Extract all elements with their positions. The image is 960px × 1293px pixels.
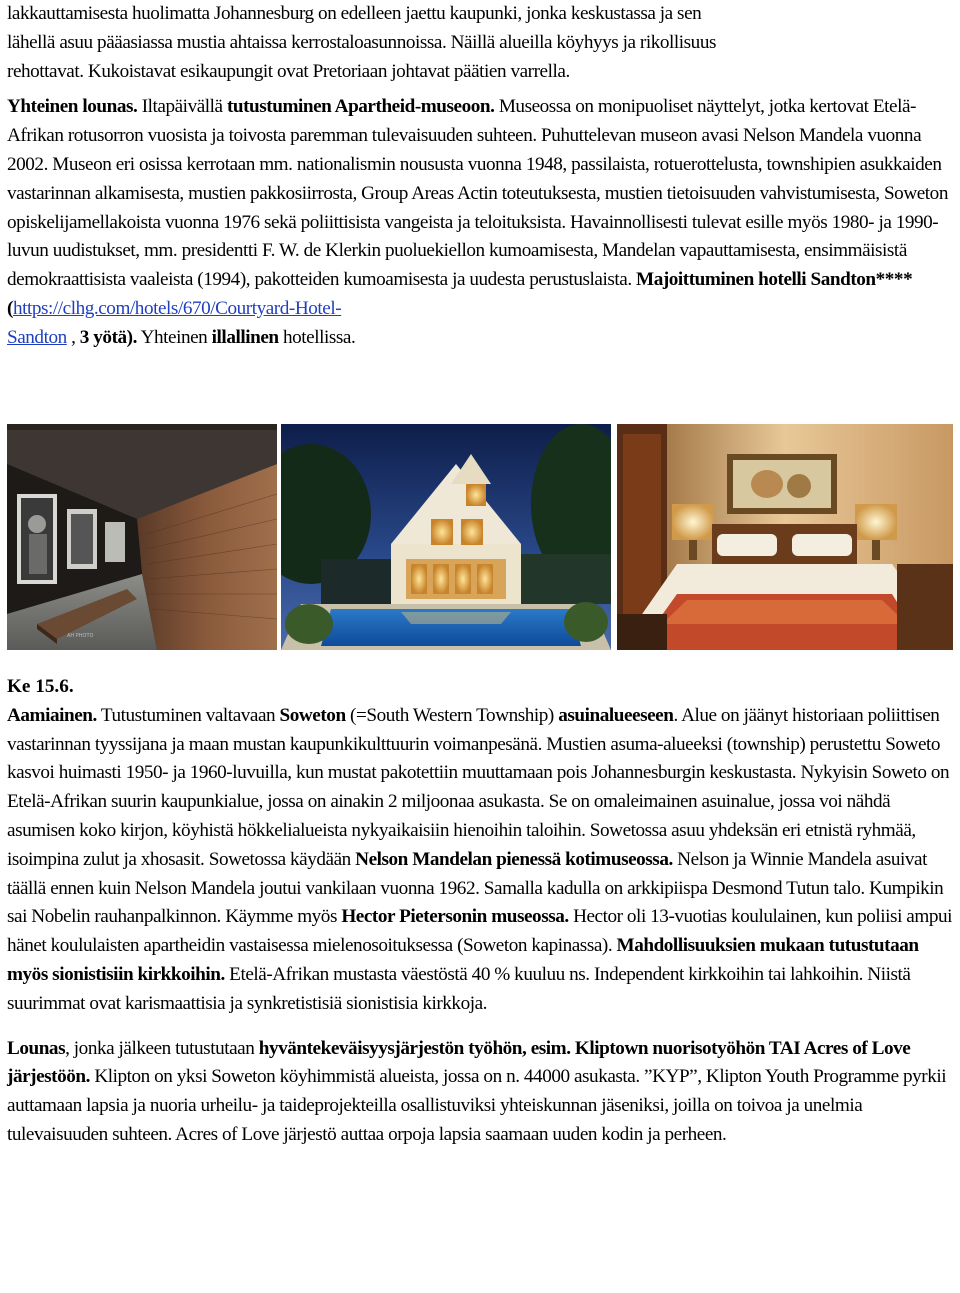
hotel-pool-photo [281, 424, 611, 650]
hotel-label: Majoittuminen hotelli Sandton****( [7, 269, 913, 319]
para-johannesburg-line2: lähellä asuu pääasiassa mustia ahtaissa kerrostaloasunnoissa. Näillä alueilla köyhyys ja rikollisuus [7, 31, 716, 53]
para-charity: Lounas, jonka jälkeen tutustutaan hyväntekeväisyysjärjestön työhön, esim. Kliptown nuorisotyöhön TAI Acres of Love järjestöön. Klipton on yksi Soweton köyhimmistä alueista, jossa on n. 44000 asukasta. ”KYP”, Klipton Youth Programme pyrkii auttamaan lapsia ja nuoria urheilu- ja taideprojekteilla osallistuviksi yhteiskunnan jäseniksi, joilla on toivoa ja unelmia tulevaisuuden suhteen. Acres of Love järjestö auttaa orpoja lapsia saamaan uuden kodin ja perheen. [7, 1037, 947, 1145]
museum-visit-label: tutustuminen Apartheid-museoon. [226, 96, 495, 118]
mandela-house-label: Nelson Mandelan pienessä kotimuseossa. [355, 848, 673, 870]
hotel-link[interactable]: https://clhg.com/hotels/670/Courtyard-Hotel- [12, 297, 342, 319]
itinerary-text-top [7, 0, 955, 353]
day-section [7, 673, 957, 1150]
lunch-label-2: Lounas [7, 1037, 66, 1059]
photo-strip [7, 424, 953, 650]
zionist-churches-label: Mahdollisuuksien mukaan tutustutaan myös sionistisiin kirkkoihin. [7, 935, 919, 985]
day-heading: Ke 15.6. [7, 676, 74, 697]
para-soweto: Aamiainen. Tutustuminen valtavaan Soweton (=South Western Township) asuinalueeseen. Alue on jäänyt historiaan poliittisen vastarinnan tyyssijana ja maan mustan kaupunkikulttuurin voimanpesänä. Mustien asuma-alueeksi (township) perustettu Soweto kasvoi huimasti 1950- ja 1960-luvuilla, kun mustat pakotettiin muuttamaan pois Johannesburgin keskustasta. Nykyisin Soweto on Etelä-Afrikan suurin kaupunkialue, jossa on ainakin 2 miljoonaa asukasta. Se on omaleimainen asuinalue, jossa voi nähdä asumisen koko kirjon, köyhistä hökkelialueista nykyaikaisiin hienoihin taloihin. Sowetossa asuu yhdeksän eri etnistä ryhmää, isoimpina zulut ja xhosasit. Sowetossa käydään Nelson Mandelan pienessä kotimuseossa. Nelson ja Winnie Mandela asuivat täällä ennen kuin Nelson Mandela joutui vankilaan vuonna 1962. Samalla kadulla on arkkipiispa Desmond Tutun talo. Kumpikin sai Nobelin rauhanpalkinnon. Käymme myös Hector Pietersonin museossa. Hector oli 13-vuotias koululainen, kun poliisi ampui hänet koululaisten apartheidin vastaisessa mielenosoituksessa (Soweton kapinassa). Mahdollisuuksien mukaan tutustutaan myös sionistisiin kirkkoihin. Etelä-Afrikan mustasta väestöstä 40 % kuuluu ns. Independent kirkkoihin tai lahkoihin. Niistä suurimmat ovat karismaattisia ja synkretistisiä sionistisia kirkkoja. [7, 704, 953, 1014]
soweto-label: Soweton [279, 704, 346, 726]
photo-watermark: AH PHOTO [67, 633, 94, 639]
lunch-label: Yhteinen lounas. [7, 96, 138, 118]
nights-label: 3 yötä). [79, 326, 137, 348]
hector-pieterson-label: Hector Pietersonin museossa. [341, 906, 569, 928]
hotel-link-cont[interactable]: Sandton [7, 326, 67, 348]
para-johannesburg-line1: lakkauttamisesta huolimatta Johannesburg on edelleen jaettu kaupunki, jonka keskustassa ja sen [7, 3, 702, 24]
dinner-label: illallinen [211, 326, 279, 348]
para-johannesburg-line3: rehottavat. Kukoistavat esikaupungit ovat Pretoriaan johtavat päätien varrella. [7, 60, 570, 82]
para-apartheid-museum: Yhteinen lounas. Iltapäivällä tutustuminen Apartheid-museoon. Museossa on monipuoliset näyttelyt, jotka kertovat Etelä-Afrikan rotusorron vuosista ja toivosta paremman tulevaisuuden suhteen. Puhuttelevan museon avasi Nelson Mandela vuonna 2002. Museon eri osissa kerrotaan mm. nationalismin noususta vuonna 1948, passilaista, rotuerottelusta, townshipien asukkaiden vastarinnan alkamisesta, mustien pakkosiirrosta, Group Areas Actin toteutuksesta, mustien tietoisuuden vahvistumisesta, Soweton opiskelijamellakoista vuonna 1976 sekä poliittisista vangeista ja teloituksista. Havainnollisesti tulevat esille myös 1980- ja 1990-luvun uudistukset, mm. presidentti F. W. de Klerkin puoluekiellon kumoamisesta, Mandelan vapauttamisesta, ensimmäisistä demokraattisista vaaleista (1994), pakotteiden kumoamisesta ja uudesta perustuslaista. Majoittuminen hotelli Sandton****(https://clhg.com/hotels/670/Courtyard-Hotel- Sandton , 3 yötä). Yhteinen illallinen hotellissa. [7, 96, 948, 348]
breakfast-label: Aamiainen. [7, 704, 97, 726]
residential-area-label: asuinalueeseen [558, 704, 674, 726]
charity-visit-label: hyväntekeväisyysjärjestön työhön, esim. Kliptown nuorisotyöhön TAI Acres of Love järjestöön. [7, 1037, 911, 1088]
apartheid-museum-photo [7, 424, 277, 650]
hotel-room-photo [617, 424, 953, 650]
